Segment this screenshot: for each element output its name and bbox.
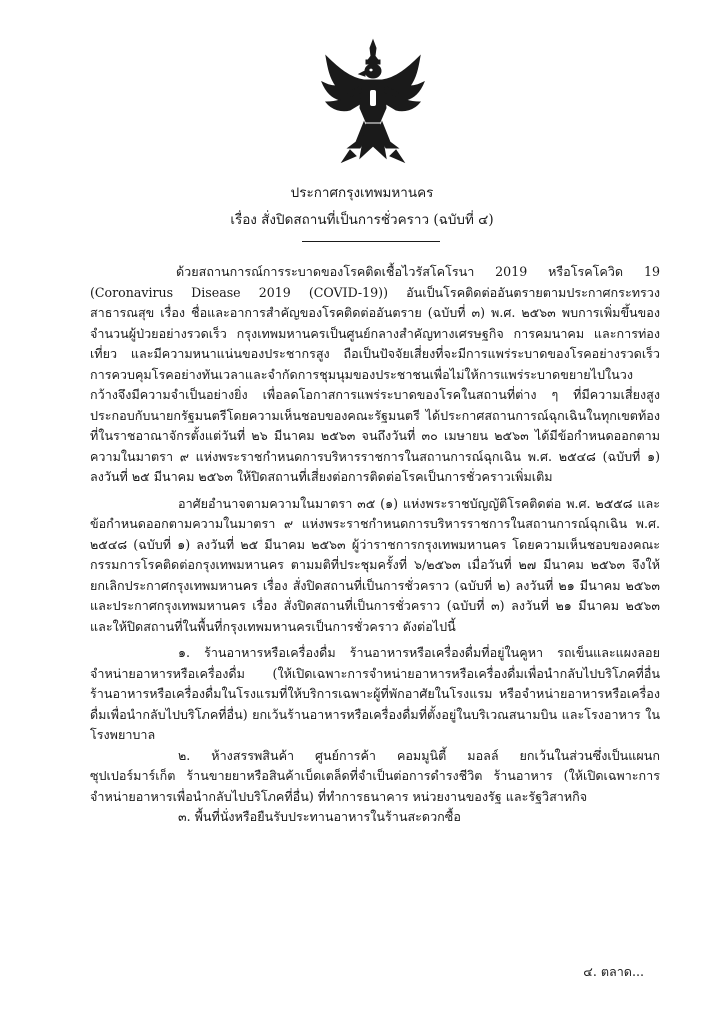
document-title: ประกาศกรุงเทพมหานคร (290, 185, 434, 201)
garuda-emblem-icon (320, 38, 426, 168)
list-item-2: ๒. ห้างสรรพสินค้า ศูนย์การค้า คอมมูนิตี้ มอลล์ ยกเว้นในส่วนซึ่งเป็นแผนกซุปเปอร์มาร์เก็ต ร้านขายยาหรือสินค้าเบ็ดเตล็ดที่จำเป็นต่อการดำรงชีวิต ร้านอาหาร (ให้เปิดเฉพาะการจำหน่ายอาหารเพื่อนำกลับไปบริโภคที่อื่น) ที่ทำการธนาคาร หน่วยงานของรัฐ และรัฐวิสาหกิจ (90, 747, 660, 804)
page-continuation: ๔. ตลาด... (583, 964, 644, 979)
document-body (90, 262, 660, 828)
paragraph-background: ด้วยสถานการณ์การระบาดของโรคติดเชื้อไวรัสโคโรนา 2019 หรือโรคโควิด 19 (Coronavirus Disease 2019 (COVID-19)) อันเป็นโรคติดต่ออันตรายตามประกาศกระทรวงสาธารณสุข เรื่อง ชื่อและอาการสำคัญของโรคติดต่ออันตราย (ฉบับที่ ๓) พ.ศ. ๒๕๖๓ พบการเพิ่มขึ้นของจำนวนผู้ป่วยอย่างรวดเร็ว กรุงเทพมหานครเป็นศูนย์กลางสำคัญทางเศรษฐกิจ การคมนาคม และการท่องเที่ยว และมีความหนาแน่นของประชากรสูง ถือเป็นปัจจัยเสี่ยงที่จะมีการแพร่ระบาดของโรคอย่างรวดเร็ว การควบคุมโรคอย่างทันเวลาและจำกัดการชุมนุมของประชาชนเพื่อไม่ให้การแพร่ระบาดขยายไปในวงกว้างจึงมีความจำเป็นอย่างยิ่ง เพื่อลดโอกาสการแพร่ระบาดของโรคในสถานที่ต่าง ๆ ที่มีความเสี่ยงสูง ประกอบกับนายกรัฐมนตรีโดยความเห็นชอบของคณะรัฐมนตรี ได้ประกาศสถานการณ์ฉุกเฉินในทุกเขตท้องที่ในราชอาณาจักรตั้งแต่วันที่ ๒๖ มีนาคม ๒๕๖๓ จนถึงวันที่ ๓๐ เมษายน ๒๕๖๓ ได้มีข้อกำหนดออกตามความในมาตรา ๙ แห่งพระราชกำหนดการบริหารราชการในสถานการณ์ฉุกเฉิน พ.ศ. ๒๕๔๘ (ฉบับที่ ๑) ลงวันที่ ๒๕ มีนาคม ๒๕๖๓ ให้ปิดสถานที่เสี่ยงต่อการติดต่อโรคเป็นการชั่วคราวเพิ่มเติม (90, 264, 660, 484)
list-item-3: ๓. พื้นที่นั่งหรือยืนรับประทานอาหารในร้านสะดวกซื้อ (178, 809, 461, 824)
paragraph-authority: อาศัยอำนาจตามความในมาตรา ๓๕ (๑) แห่งพระราชบัญญัติโรคติดต่อ พ.ศ. ๒๕๕๘ และข้อกำหนดออกตามความในมาตรา ๙ แห่งพระราชกำหนดการบริหารราชการในสถานการณ์ฉุกเฉิน พ.ศ. ๒๕๔๘ (ฉบับที่ ๑) ลงวันที่ ๒๕ มีนาคม ๒๕๖๓ ผู้ว่าราชการกรุงเทพมหานคร โดยความเห็นชอบของคณะกรรมการโรคติดต่อกรุงเทพมหานคร ตามมติที่ประชุมครั้งที่ ๖/๒๕๖๓ เมื่อวันที่ ๒๗ มีนาคม ๒๕๖๓ จึงให้ยกเลิกประกาศกรุงเทพมหานคร เรื่อง สั่งปิดสถานที่เป็นการชั่วคราว (ฉบับที่ ๒) ลงวันที่ ๒๑ มีนาคม ๒๕๖๓ และประกาศกรุงเทพมหานคร เรื่อง สั่งปิดสถานที่เป็นการชั่วคราว (ฉบับที่ ๓) ลงวันที่ ๒๑ มีนาคม ๒๕๖๓ และให้ปิดสถานที่ในพื้นที่กรุงเทพมหานครเป็นการชั่วคราว ดังต่อไปนี้ (90, 495, 660, 634)
document-subject: เรื่อง สั่งปิดสถานที่เป็นการชั่วคราว (ฉบับที่ ๔) (230, 212, 494, 228)
list-item-1: ๑. ร้านอาหารหรือเครื่องดื่ม ร้านอาหารหรือเครื่องดื่มที่อยู่ในคูหา รถเข็นและแผงลอยจำหน่ายอาหารหรือเครื่องดื่ม (ให้เปิดเฉพาะการจำหน่ายอาหารหรือเครื่องดื่มเพื่อนำกลับไปบริโภคที่อื่น ร้านอาหารหรือเครื่องดื่มในโรงแรมที่ให้บริการเฉพาะผู้ที่พักอาศัยในโรงแรม หรือจำหน่ายอาหารหรือเครื่องดื่มเพื่อนำกลับไปบริโภคที่อื่น) ยกเว้นร้านอาหารหรือเครื่องดื่มที่ตั้งอยู่ในบริเวณสนามบิน และโรงอาหาร ในโรงพยาบาล (90, 645, 660, 742)
title-divider (302, 241, 440, 242)
